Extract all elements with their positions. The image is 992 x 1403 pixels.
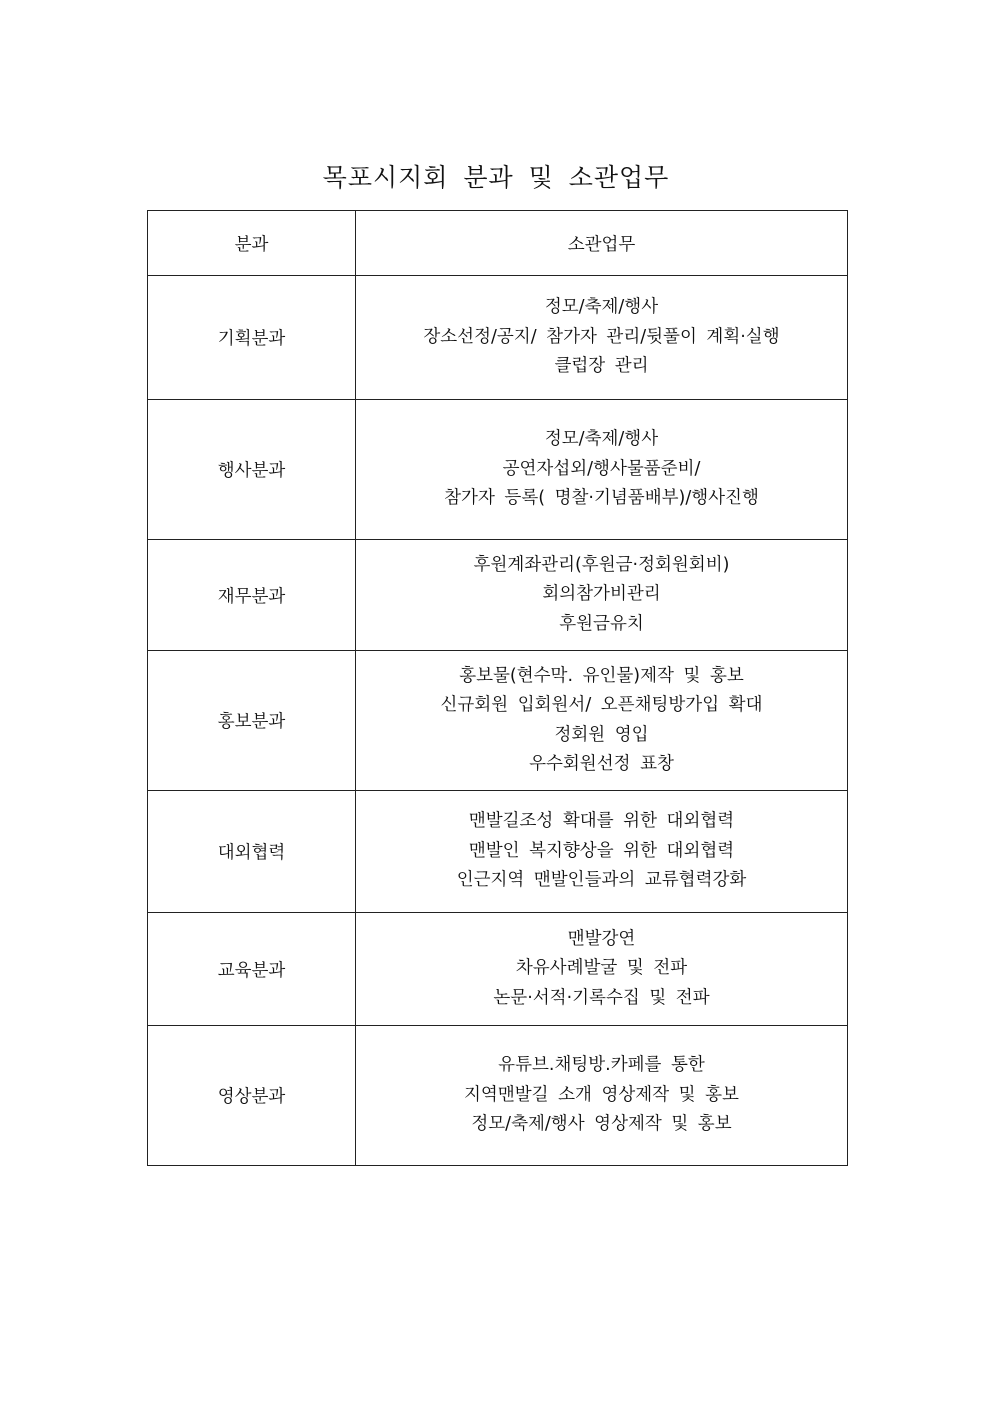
duty-list <box>356 791 848 913</box>
duty-item: 맨발길조성 확대를 위한 대외협력 <box>468 811 735 832</box>
table-row <box>148 276 848 400</box>
division-name: 영상분과 <box>148 1026 356 1166</box>
duty-item: 맨발인 복지향상을 위한 대외협력 <box>468 840 735 861</box>
duty-list <box>356 913 848 1026</box>
table-header-row <box>148 211 848 276</box>
duty-item: 정모/축제/행사 <box>544 429 659 450</box>
duty-item: 정모/축제/행사 영상제작 및 홍보 <box>471 1114 732 1135</box>
division-duty-table <box>147 210 848 1166</box>
duty-item: 유튜브.채팅방.카페를 통한 <box>498 1055 705 1076</box>
duty-item: 회의참가비관리 <box>542 584 661 605</box>
duty-item: 정회원 영입 <box>554 724 649 745</box>
table-row <box>148 400 848 540</box>
duty-item: 신규회원 입회원서/ 오픈채팅방가입 확대 <box>440 695 763 715</box>
table-row <box>148 791 848 913</box>
duty-item: 장소선정/공지/ 참가자 관리/뒷풀이 계획·실행 <box>423 326 780 347</box>
duty-item: 후원계좌관리(후원금·정회원회비) <box>473 554 730 575</box>
table-row <box>148 913 848 1026</box>
duty-list <box>356 651 848 791</box>
document-title: 목포시지회 분과 및 소관업무 <box>322 163 670 192</box>
duty-item: 참가자 등록( 명찰·기념품배부)/행사진행 <box>444 488 759 509</box>
duty-list <box>356 400 848 540</box>
duty-item: 인근지역 맨발인들과의 교류협력강화 <box>456 870 747 891</box>
table-row <box>148 1026 848 1166</box>
division-name: 기획분과 <box>148 276 356 400</box>
duty-list <box>356 276 848 400</box>
duty-item: 정모/축제/행사 <box>544 297 659 318</box>
duty-item: 맨발강연 <box>567 928 636 949</box>
duty-list <box>356 540 848 651</box>
header-division: 분과 <box>148 211 356 276</box>
duty-item: 홍보물(현수막. 유인물)제작 및 홍보 <box>459 665 744 686</box>
duty-list <box>356 1026 848 1166</box>
division-name: 행사분과 <box>148 400 356 540</box>
duty-item: 차유사례발굴 및 전파 <box>515 958 688 979</box>
division-name: 홍보분과 <box>148 651 356 791</box>
duty-item: 공연자섭외/행사물품준비/ <box>502 458 701 479</box>
duty-item: 클럽장 관리 <box>554 356 649 377</box>
division-name: 재무분과 <box>148 540 356 651</box>
division-name: 교육분과 <box>148 913 356 1026</box>
header-duties: 소관업무 <box>356 211 848 276</box>
duty-item: 후원금유치 <box>559 613 644 634</box>
duty-item: 논문·서적·기록수집 및 전파 <box>493 987 710 1008</box>
duty-item: 지역맨발길 소개 영상제작 및 홍보 <box>464 1084 739 1105</box>
table-row <box>148 540 848 651</box>
table-row <box>148 651 848 791</box>
division-name: 대외협력 <box>148 791 356 913</box>
duty-item: 우수회원선정 표창 <box>529 754 674 774</box>
